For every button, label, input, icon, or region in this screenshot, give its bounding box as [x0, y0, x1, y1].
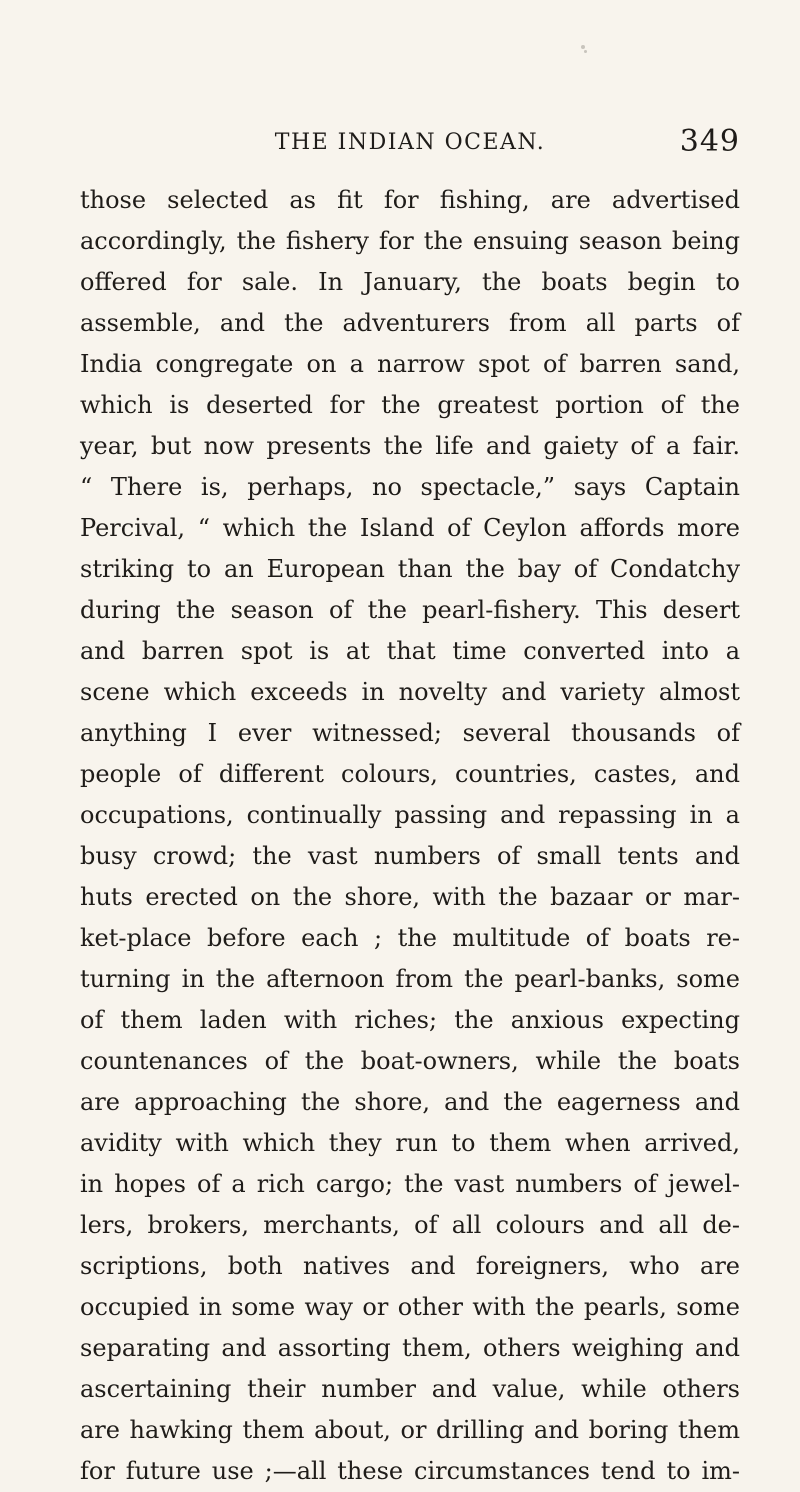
text-line: countenances of the boat-owners, while the boats — [80, 1047, 740, 1075]
paper-speck-mark — [584, 50, 587, 53]
text-line: ascertaining their number and value, while others — [80, 1375, 740, 1403]
text-line: of them laden with riches; the anxious expecting — [80, 1006, 740, 1034]
paper-speck-mark — [581, 45, 585, 49]
text-line: scene which exceeds in novelty and variety almost — [80, 678, 740, 706]
text-line: during the season of the pearl-fishery. This desert — [80, 596, 740, 624]
text-line: ket-place before each ; the multitude of boats re- — [80, 924, 740, 952]
text-line: lers, brokers, merchants, of all colours and all de- — [80, 1211, 740, 1239]
text-line: avidity with which they run to them when arrived, — [80, 1129, 740, 1157]
text-line: in hopes of a rich cargo; the vast numbers of jewel- — [80, 1170, 740, 1198]
text-line: assemble, and the adventurers from all parts of — [80, 309, 740, 337]
text-line: separating and assorting them, others weighing and — [80, 1334, 740, 1362]
text-line: year, but now presents the life and gaiety of a fair. — [80, 432, 740, 460]
text-line: India congregate on a narrow spot of barren sand, — [80, 350, 740, 378]
text-line: scriptions, both natives and foreigners, who are — [80, 1252, 740, 1280]
text-line: Percival, “ which the Island of Ceylon affords more — [80, 514, 740, 542]
text-line: offered for sale. In January, the boats begin to — [80, 268, 740, 296]
text-line: turning in the afternoon from the pearl-banks, some — [80, 965, 740, 993]
text-line: are hawking them about, or drilling and boring them — [80, 1416, 740, 1444]
text-line: anything I ever witnessed; several thousands of — [80, 719, 740, 747]
text-line: “ There is, perhaps, no spectacle,” says Captain — [80, 473, 740, 501]
page-header — [80, 124, 740, 168]
text-line: are approaching the shore, and the eagerness and — [80, 1088, 740, 1116]
page-number: 349 — [679, 124, 740, 159]
body-text — [80, 180, 740, 1492]
text-line: and barren spot is at that time converted into a — [80, 637, 740, 665]
text-line: huts erected on the shore, with the bazaar or mar- — [80, 883, 740, 911]
text-line: occupations, continually passing and repassing in a — [80, 801, 740, 829]
text-line: people of different colours, countries, castes, and — [80, 760, 740, 788]
text-line: accordingly, the fishery for the ensuing season being — [80, 227, 740, 255]
text-line: striking to an European than the bay of Condatchy — [80, 555, 740, 583]
running-head: THE INDIAN OCEAN. — [274, 130, 546, 155]
text-line: occupied in some way or other with the pearls, some — [80, 1293, 740, 1321]
text-line: for future use ;—all these circumstances tend to im- — [80, 1457, 740, 1485]
text-line: busy crowd; the vast numbers of small tents and — [80, 842, 740, 870]
text-line: those selected as fit for fishing, are advertised — [80, 186, 740, 214]
text-line: which is deserted for the greatest portion of the — [80, 391, 740, 419]
